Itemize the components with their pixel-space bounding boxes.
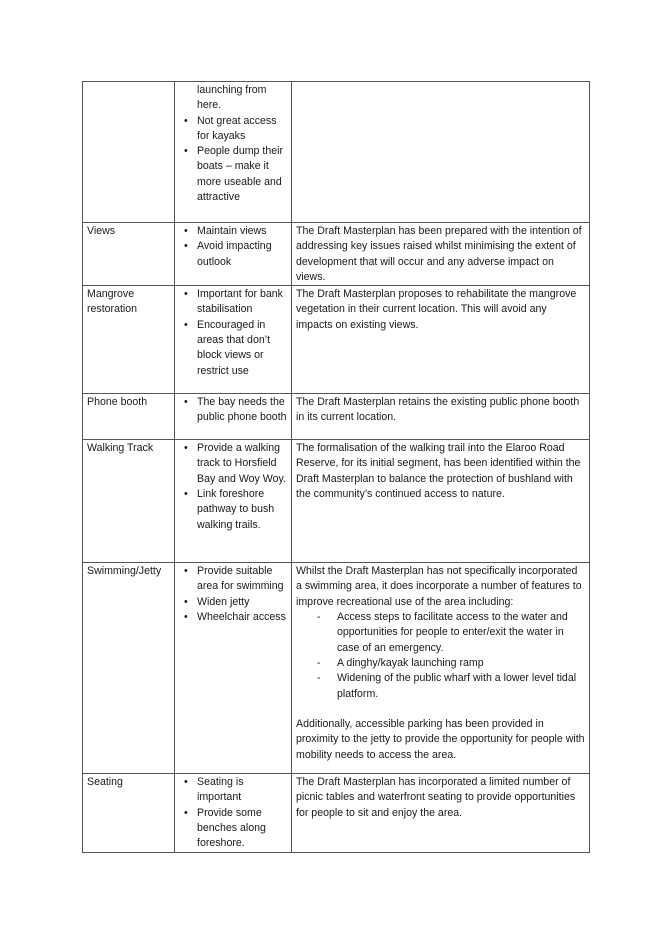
response-intro: Whilst the Draft Masterplan has not specifically incorporated a swimming area, it does incorporate a number of features to improve recreational use of the area including:	[296, 565, 582, 608]
list-item: • Seating is important	[175, 775, 289, 806]
topic-label: Walking Track	[87, 442, 154, 455]
response-feature-list	[296, 610, 585, 702]
list-item: • The bay needs the public phone booth	[175, 395, 289, 426]
list-item: • Wheelchair access	[175, 610, 289, 625]
response-cell	[292, 774, 590, 852]
comments-cell	[175, 774, 292, 852]
table-row	[83, 82, 590, 223]
list-item: • Not great access for kayaks	[175, 114, 289, 145]
comments-list	[175, 395, 289, 426]
comments-list	[175, 224, 289, 270]
topic-cell	[83, 82, 175, 223]
comments-cell	[175, 394, 292, 440]
comments-list	[175, 775, 289, 851]
topic-label: Phone booth	[87, 396, 148, 409]
comments-list	[175, 564, 289, 625]
list-item: • People dump their boats – make it more useable and attractive	[175, 144, 289, 205]
topic-cell	[83, 563, 175, 774]
topic-label: Swimming/Jetty	[87, 565, 162, 578]
response-cell	[292, 223, 590, 286]
response-text: The Draft Masterplan proposes to rehabilitate the mangrove vegetation in their current location. This will avoid any impacts on existing views.	[296, 288, 577, 331]
topic-cell	[83, 774, 175, 852]
response-outro: Additionally, accessible parking has been provided in proximity to the jetty to provide the opportunity for people with mobility needs to access the area.	[296, 718, 585, 761]
list-item: • Maintain views	[175, 224, 289, 239]
comments-cell	[175, 286, 292, 394]
list-item: - Widening of the public wharf with a lower level tidal platform.	[296, 671, 585, 702]
table-row	[83, 440, 590, 563]
consultation-table	[82, 81, 590, 853]
response-text: The formalisation of the walking trail into the Elaroo Road Reserve, for its initial segment, has been identified within the Draft Masterplan to balance the protection of bushland with the community’s continued access to nature.	[296, 442, 581, 501]
list-item: • Avoid impacting outlook	[175, 239, 289, 270]
list-item: • Widen jetty	[175, 595, 289, 610]
table-row	[83, 394, 590, 440]
response-cell	[292, 394, 590, 440]
topic-label: Mangrove restoration	[87, 288, 138, 316]
response-cell	[292, 563, 590, 774]
response-text: The Draft Masterplan retains the existing public phone booth in its current location.	[296, 396, 580, 424]
response-cell	[292, 82, 590, 223]
comments-cell	[175, 82, 292, 223]
paragraph-spacer	[296, 702, 585, 717]
list-item: - A dinghy/kayak launching ramp	[296, 656, 585, 671]
comments-list	[175, 287, 289, 379]
comments-cell	[175, 440, 292, 563]
topic-cell	[83, 286, 175, 394]
list-item: launching from here.	[197, 84, 267, 112]
list-item: - Access steps to facilitate access to the water and opportunities for people to enter/exit the water in case of an emergency.	[296, 610, 585, 656]
list-item: • Important for bank stabilisation	[175, 287, 289, 318]
list-item: • Link foreshore pathway to bush walking trails.	[175, 487, 289, 533]
table-row	[83, 223, 590, 286]
topic-cell	[83, 394, 175, 440]
list-item: • Provide some benches along foreshore.	[175, 806, 289, 852]
response-cell	[292, 286, 590, 394]
topic-label: Seating	[87, 776, 123, 789]
table-row	[83, 774, 590, 852]
list-item: • Encouraged in areas that don’t block views or restrict use	[175, 318, 289, 379]
list-item: • Provide a walking track to Horsfield Bay and Woy Woy.	[175, 441, 289, 487]
response-text: The Draft Masterplan has been prepared with the intention of addressing key issues raised whilst minimising the extent of development that will occur and any adverse impact on views.	[296, 225, 582, 283]
response-cell	[292, 440, 590, 563]
comments-cell	[175, 563, 292, 774]
topic-cell	[83, 223, 175, 286]
comments-cell	[175, 223, 292, 286]
topic-label: Views	[87, 225, 116, 237]
response-text: The Draft Masterplan has incorporated a limited number of picnic tables and waterfront seating to provide opportunities for people to sit and enjoy the area.	[296, 776, 576, 819]
table-row	[83, 563, 590, 774]
topic-cell	[83, 440, 175, 563]
table-row	[83, 286, 590, 394]
list-item: • Provide suitable area for swimming	[175, 564, 289, 595]
comments-list	[175, 441, 289, 533]
comments-list	[175, 83, 289, 205]
